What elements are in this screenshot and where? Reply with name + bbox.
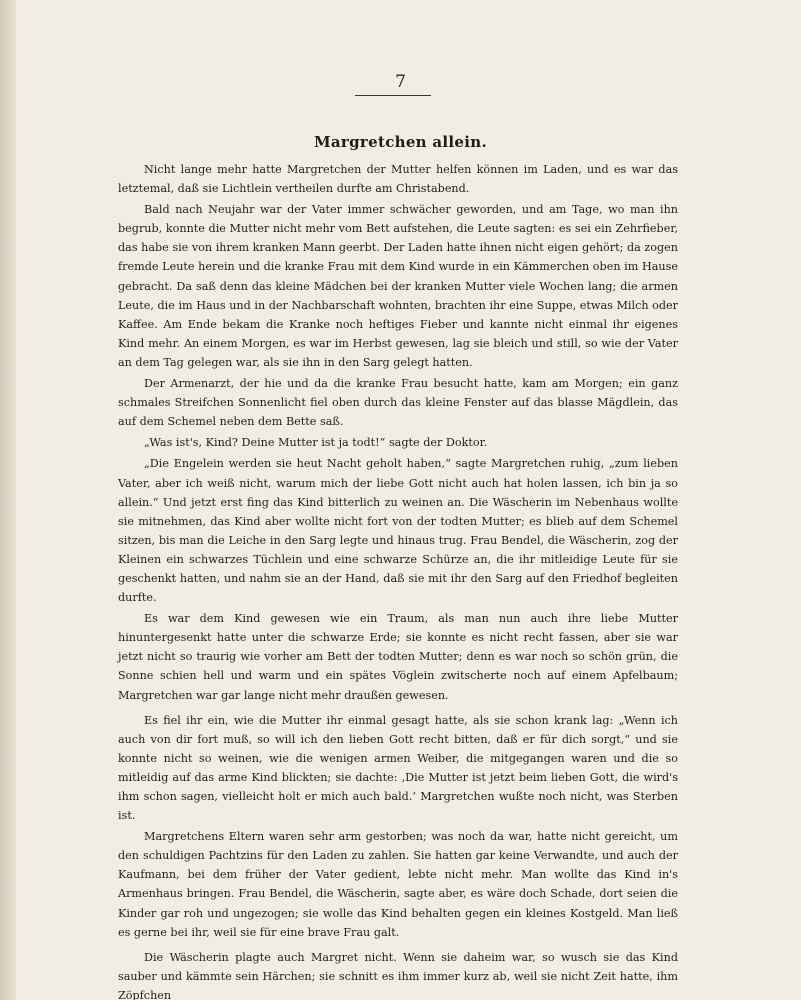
- page-number: 7: [395, 72, 406, 92]
- paragraph: „Die Engelein werden sie heut Nacht geholt haben,“ sagte Margretchen ruhig, „zum lieben Vater, aber ich weiß nicht, warum mich der liebe Gott nicht auch hat holen lassen, ich bin ja so allein.“ Und jetzt erst fing das Kind bitterlich zu weinen an. Die Wäscherin im Nebenhaus wollte sie mitnehmen, das Kind aber wollte nicht fort von der todten Mutter; es blieb auf dem Schemel sitzen, bis man die Leiche in den Sarg legte und hinaus trug. Frau Bendel, die Wäscherin, zog der Kleinen ein schwarzes Tüchlein und eine schwarze Schürze an, die ihr mitleidige Leute für sie geschenkt hatten, und nahm sie an der Hand, daß sie mit ihr den Sarg auf den Friedhof begleiten durfte.: [118, 457, 678, 605]
- paragraph: „Was ist's, Kind? Deine Mutter ist ja todt!“ sagte der Doktor.: [144, 436, 488, 450]
- chapter-title: Margretchen allein.: [314, 133, 487, 151]
- body-text: [118, 160, 678, 1000]
- paragraph: Es fiel ihr ein, wie die Mutter ihr einmal gesagt hatte, als sie schon krank lag: „Wenn ich auch von dir fort muß, so will ich den lieben Gott recht bitten, daß er für dich sorgt,“ und sie konnte nicht so weinen, wie die wenigen armen Weiber, die mitgegangen waren und die so mitleidig auf das arme Kind blickten; sie dachte: ‚Die Mutter ist jetzt beim lieben Gott, die wird's ihm schon sagen, vielleicht holt er mich auch bald.‘ Margretchen wußte noch nicht, was Sterben ist.: [118, 713, 678, 823]
- paragraph: Margretchens Eltern waren sehr arm gestorben; was noch da war, hatte nicht gereicht, um den schuldigen Pachtzins für den Laden zu zahlen. Sie hatten gar keine Verwandte, und auch der Kaufmann, bei dem früher der Vater gedient, lebte nicht mehr. Man wollte das Kind in's Armenhaus bringen. Frau Bendel, die Wäscherin, sagte aber, es wäre doch Schade, dort seien die Kinder gar roh und ungezogen; sie wolle das Kind behalten gegen ein kleines Kostgeld. Man ließ es gerne bei ihr, weil sie für eine brave Frau galt.: [118, 830, 678, 939]
- paragraph: Nicht lange mehr hatte Margretchen der Mutter helfen können im Laden, und es war das letztemal, daß sie Lichtlein vertheilen durfte am Christabend.: [118, 163, 678, 196]
- paragraph: Bald nach Neujahr war der Vater immer schwächer geworden, und am Tage, wo man ihn begrub, konnte die Mutter nicht mehr vom Bett aufstehen, die Leute sagten: es sei ein Zehrfieber, das habe sie von ihrem kranken Mann geerbt. Der Laden hatte ihnen nicht eigen gehört; da zogen fremde Leute herein und die kranke Frau mit dem Kind wurde in ein Kämmerchen oben im Hause gebracht. Da saß denn das kleine Mädchen bei der kranken Mutter viele Wochen lang; die armen Leute, die im Haus und in der Nachbarschaft wohnten, brachten ihr eine Suppe, etwas Milch oder Kaffee. Am Ende bekam die Kranke noch heftiges Fieber und kannte nicht einmal ihr eigenes Kind mehr. An einem Morgen, es war im Herbst gewesen, lag sie bleich und still, so wie der Vater an dem Tag gelegen war, als sie ihn in den Sarg gelegt hatten.: [118, 203, 678, 369]
- paragraph: Die Wäscherin plagte auch Margret nicht. Wenn sie daheim war, so wusch sie das Kind sauber und kämmte sein Härchen; sie schnitt es ihm immer kurz ab, weil sie nicht Zeit hatte, ihm Zöpfchen: [118, 950, 678, 1000]
- header-rule: [355, 95, 431, 96]
- paragraph: Der Armenarzt, der hie und da die kranke Frau besucht hatte, kam am Morgen; ein ganz schmales Streifchen Sonnenlicht fiel oben durch das kleine Fenster auf das blasse Mägdlein, das auf dem Schemel neben dem Bette saß.: [118, 377, 678, 429]
- paragraph: Es war dem Kind gewesen wie ein Traum, als man nun auch ihre liebe Mutter hinuntergesenkt hatte unter die schwarze Erde; sie konnte es nicht recht fassen, aber sie war jetzt nicht so traurig wie vorher am Bett der todten Mutter; denn es war noch so schön grün, die Sonne schien hell und warm und ein spätes Vöglein zwitscherte noch auf einem Apfelbaum; Margretchen war gar lange nicht mehr draußen gewesen.: [118, 612, 678, 702]
